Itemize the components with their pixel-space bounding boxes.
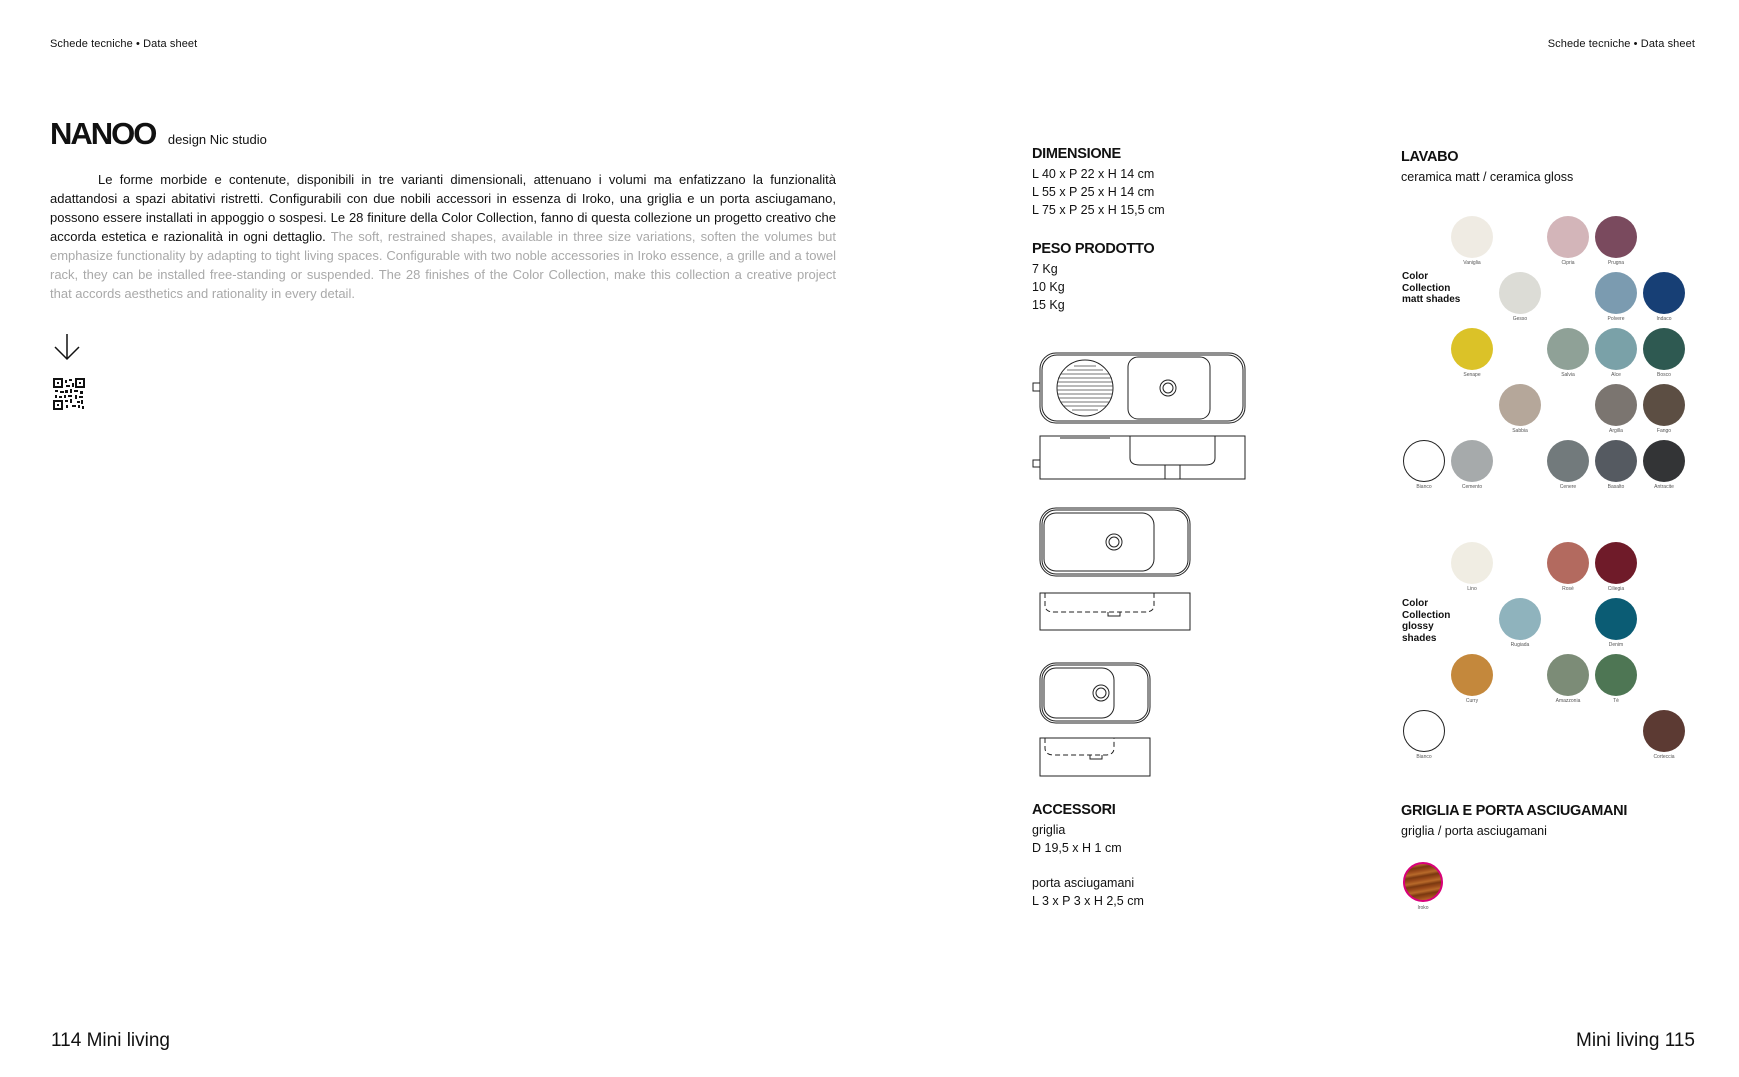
- glossy-swatch[interactable]: [1547, 654, 1589, 696]
- glossy-swatch[interactable]: [1403, 710, 1445, 752]
- basin-large-top-view: [1033, 353, 1245, 423]
- running-header-right: Schede tecniche • Data sheet: [1547, 38, 1695, 50]
- grille-section: [1401, 803, 1721, 840]
- rack-name: porta asciugamani: [1032, 876, 1135, 890]
- basin-title: LAVABO: [1401, 149, 1459, 165]
- glossy-swatch-label: Curry: [1465, 698, 1479, 704]
- basin-small-front-view: [1040, 738, 1150, 776]
- weight-item: 7 Kg: [1032, 262, 1058, 276]
- product-description: [50, 170, 836, 303]
- glossy-swatch-label: Rugiada: [1510, 642, 1530, 648]
- glossy-collection-label: Color Collection glossy shades: [1402, 598, 1451, 644]
- matt-swatch-label: Argilla: [1609, 428, 1623, 434]
- section-name-right: Mini living: [1576, 1030, 1660, 1051]
- dimension-item: L 55 x P 25 x H 14 cm: [1032, 185, 1155, 199]
- matt-swatch[interactable]: [1643, 384, 1685, 426]
- matt-swatch[interactable]: [1643, 328, 1685, 370]
- matt-swatch-label: Indaco: [1656, 316, 1672, 322]
- matt-swatch-label: Senape: [1463, 372, 1481, 378]
- grille-section-title: GRIGLIA E PORTA ASCIUGAMANI: [1401, 803, 1628, 819]
- matt-swatch[interactable]: [1451, 328, 1493, 370]
- glossy-swatch-label: Tè: [1613, 698, 1619, 704]
- accessories-section: [1032, 802, 1262, 910]
- rack-dimensions: L 3 x P 3 x H 2,5 cm: [1032, 894, 1144, 908]
- iroko-swatch-label: Iroko: [1417, 905, 1429, 911]
- basin-large-front-view: [1033, 436, 1245, 479]
- glossy-swatch[interactable]: [1451, 654, 1493, 696]
- folio-right: [1576, 1030, 1695, 1052]
- matt-swatch[interactable]: [1499, 272, 1541, 314]
- matt-swatch[interactable]: [1547, 328, 1589, 370]
- matt-swatch-label: Sabbia: [1512, 428, 1528, 434]
- glossy-swatch[interactable]: [1451, 542, 1493, 584]
- grille-name: griglia: [1032, 823, 1066, 837]
- page-number-left: 114: [51, 1030, 82, 1051]
- matt-swatch-label: Gesso: [1512, 316, 1528, 322]
- glossy-swatch-label: Lino: [1467, 586, 1477, 592]
- matt-swatch[interactable]: [1643, 272, 1685, 314]
- matt-swatch-label: Cemento: [1461, 484, 1483, 490]
- matt-swatch-label: Bianco: [1416, 484, 1432, 490]
- matt-collection-label: Color Collection matt shades: [1402, 271, 1461, 305]
- weight-item: 10 Kg: [1032, 280, 1065, 294]
- matt-swatch-label: Vaniglia: [1463, 260, 1481, 266]
- folio-left: [51, 1030, 170, 1052]
- glossy-swatch[interactable]: [1595, 598, 1637, 640]
- glossy-swatch-label: Ciliegia: [1607, 586, 1625, 592]
- accessories-title: ACCESSORI: [1032, 802, 1116, 818]
- dimensions-section: [1032, 146, 1262, 219]
- matt-swatch[interactable]: [1403, 440, 1445, 482]
- section-name-left: Mini living: [86, 1030, 170, 1051]
- arrow-down-icon[interactable]: [52, 332, 82, 367]
- matt-swatch[interactable]: [1643, 440, 1685, 482]
- basin-small-top-view: [1040, 663, 1150, 723]
- glossy-swatch[interactable]: [1499, 598, 1541, 640]
- running-header-left: Schede tecniche • Data sheet: [50, 38, 198, 50]
- basin-medium-top-view: [1040, 508, 1190, 576]
- weight-title: PESO PRODOTTO: [1032, 241, 1155, 257]
- grille-dimensions: D 19,5 x H 1 cm: [1032, 841, 1122, 855]
- dimension-item: L 40 x P 22 x H 14 cm: [1032, 167, 1155, 181]
- matt-swatch-label: Prugna: [1607, 260, 1625, 266]
- glossy-swatch[interactable]: [1595, 654, 1637, 696]
- grille-section-subtitle: griglia / porta asciugamani: [1401, 824, 1547, 838]
- basin-medium-front-view: [1040, 593, 1190, 630]
- matt-swatch-label: Salvia: [1561, 372, 1575, 378]
- description-english: The soft, restrained shapes, available in three size variations, soften the volumes but emphasize functionality by adapting to tight living spaces. Configurable with two noble accessories in Iroko essence, a grille and a towel rack, they can be installed free-standing or suspended. The 28 finishes of the Color Collection, make this collection a creative project that accords aesthetics and rationality in every detail.: [50, 229, 836, 301]
- matt-swatch[interactable]: [1547, 440, 1589, 482]
- matt-swatch-label: Polvere: [1607, 316, 1625, 322]
- dimensions-title: DIMENSIONE: [1032, 146, 1121, 162]
- matt-swatch[interactable]: [1499, 384, 1541, 426]
- product-name: NANOO: [50, 116, 156, 151]
- page-number-right: 115: [1664, 1030, 1695, 1051]
- qr-code-icon[interactable]: [53, 378, 85, 415]
- glossy-swatch[interactable]: [1547, 542, 1589, 584]
- basin-section: [1401, 149, 1701, 186]
- matt-swatch[interactable]: [1595, 440, 1637, 482]
- matt-swatch[interactable]: [1595, 384, 1637, 426]
- glossy-swatch-label: Rosé: [1562, 586, 1574, 592]
- matt-swatch[interactable]: [1595, 272, 1637, 314]
- weight-item: 15 Kg: [1032, 298, 1065, 312]
- product-title: [50, 116, 267, 152]
- glossy-swatch-label: Bianco: [1416, 754, 1432, 760]
- technical-drawings: [1030, 350, 1260, 780]
- matt-swatch[interactable]: [1595, 328, 1637, 370]
- designer-credit: design Nic studio: [167, 132, 267, 147]
- description-italian: Le forme morbide e contenute, disponibili in tre varianti dimensionali, attenuano i volumi ma enfatizzano la funzionalità adattandosi a spazi abitativi ristretti. Configurabili con due nobili accessori in essenza di Iroko, una griglia e un porta asciugamano, possono essere installati in appoggio o sospesi. Le 28 finiture della Color Collection, fanno di questa collezione un progetto creativo che accorda estetica e razionalità in ogni dettaglio.: [50, 172, 836, 244]
- matt-swatch[interactable]: [1451, 440, 1493, 482]
- matt-swatch-label: Antracite: [1654, 484, 1674, 490]
- matt-swatch-label: Bosco: [1657, 372, 1671, 378]
- matt-swatch[interactable]: [1547, 216, 1589, 258]
- matt-swatch-label: Fango: [1656, 428, 1672, 434]
- basin-subtitle: ceramica matt / ceramica gloss: [1401, 170, 1574, 184]
- matt-swatch-label: Cipria: [1561, 260, 1575, 266]
- glossy-swatch-label: Denim: [1608, 642, 1624, 648]
- glossy-swatch[interactable]: [1595, 542, 1637, 584]
- matt-swatch-label: Basalto: [1607, 484, 1625, 490]
- matt-swatch-label: Alce: [1611, 372, 1621, 378]
- matt-swatch[interactable]: [1595, 216, 1637, 258]
- dimension-item: L 75 x P 25 x H 15,5 cm: [1032, 203, 1165, 217]
- glossy-swatch[interactable]: [1643, 710, 1685, 752]
- glossy-swatch-label: Amazzonia: [1555, 698, 1581, 704]
- glossy-swatch-label: Corteccia: [1653, 754, 1675, 760]
- matt-swatch-label: Cenere: [1559, 484, 1577, 490]
- iroko-swatch[interactable]: [1403, 862, 1443, 902]
- weight-section: [1032, 241, 1262, 314]
- matt-swatch[interactable]: [1451, 216, 1493, 258]
